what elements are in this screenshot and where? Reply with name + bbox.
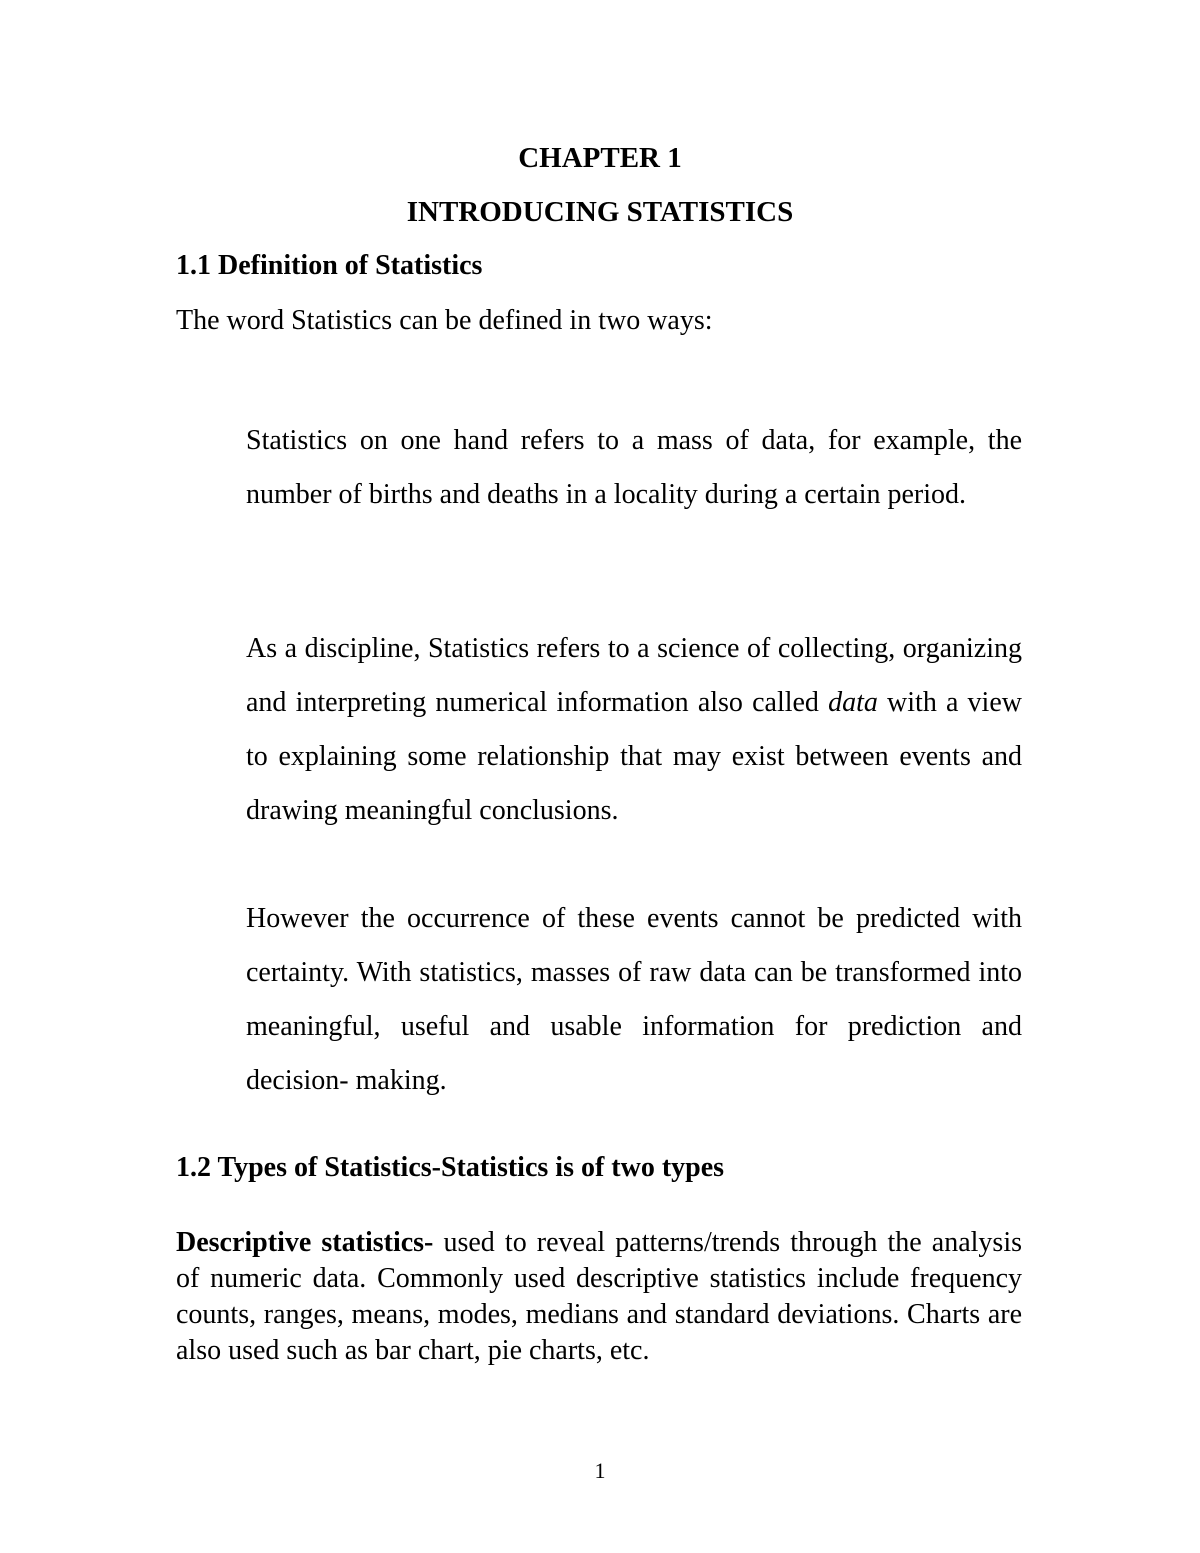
descriptive-statistics-text: used to reveal patterns/trends through the analysis of numeric data. Commonly used descriptive statistics include frequency counts, ranges, means, modes, medians and standard deviations. Charts are also used such as bar chart, pie charts, etc.: [176, 1227, 1022, 1366]
chapter-title: INTRODUCING STATISTICS: [406, 196, 794, 228]
paragraph-discipline: [246, 622, 1022, 838]
paragraph-descriptive-statistics: [176, 1225, 1022, 1369]
paragraph-discipline-end: with a view to explaining some relationship that may exist between events and drawing meaningful conclusions.: [246, 687, 1022, 826]
section-heading-types: 1.2 Types of Statistics-Statistics is of two types: [176, 1152, 725, 1183]
section-heading-definition: 1.1 Definition of Statistics: [176, 250, 483, 281]
definition-intro: The word Statistics can be defined in two ways:: [176, 305, 713, 336]
paragraph-discipline-start: As a discipline, Statistics refers to a science of collecting, organizing and interpreting numerical information also called: [246, 633, 1022, 718]
chapter-number: CHAPTER 1: [518, 142, 682, 174]
paragraph-prediction: However the occurrence of these events cannot be predicted with certainty. With statistics, masses of raw data can be transformed into meaningful, useful and usable information for prediction and decision- making.: [246, 903, 1022, 1096]
descriptive-statistics-term: Descriptive statistics-: [176, 1227, 434, 1258]
paragraph-mass-of-data: Statistics on one hand refers to a mass of data, for example, the number of births and deaths in a locality during a certain period.: [246, 425, 1022, 510]
page-number: 1: [594, 1458, 606, 1483]
emphasis-data-word: data: [828, 687, 878, 718]
